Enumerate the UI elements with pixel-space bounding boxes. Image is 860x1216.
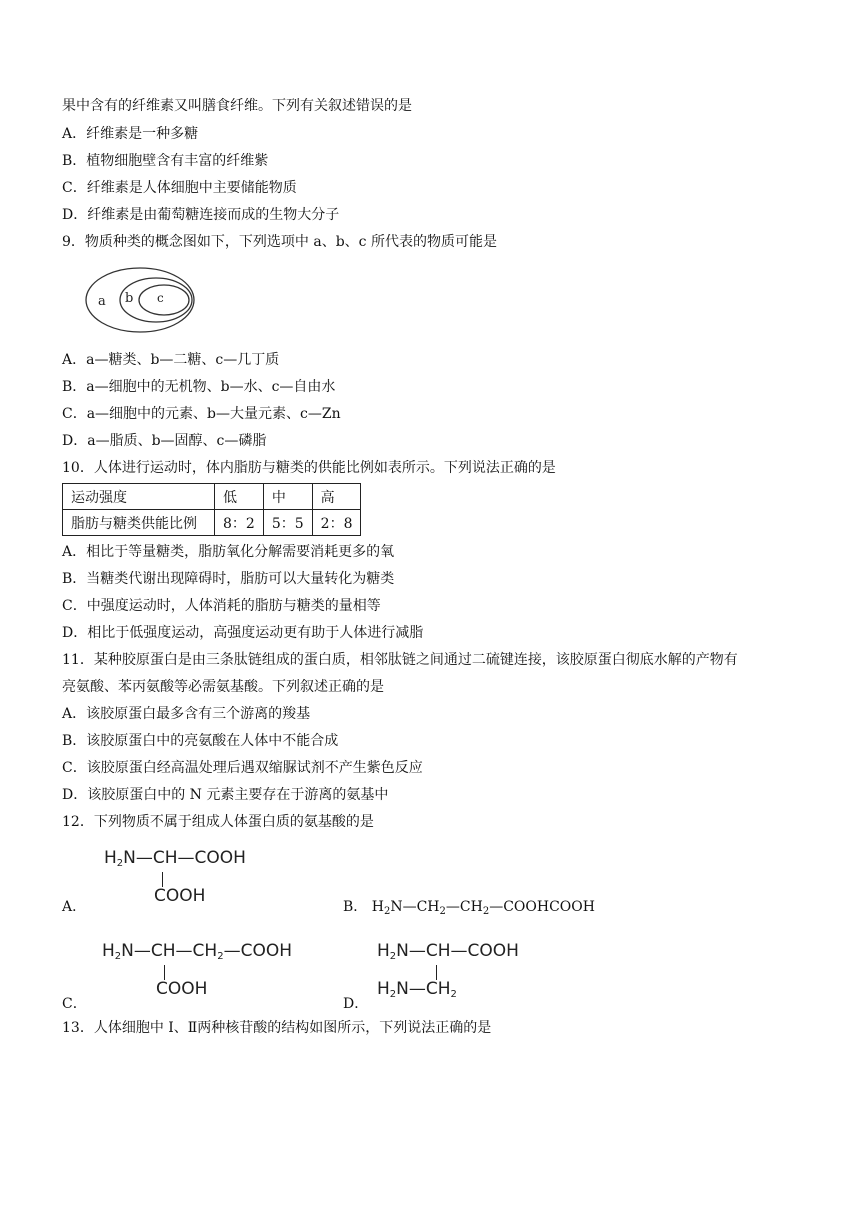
q12-label-d: D． [343,996,369,1012]
label-b: b [125,291,134,306]
table-cell: 脂肪与糖类供能比例 [63,510,215,536]
q8-option-a: A．纤维素是一种多糖 [62,126,199,142]
table-row [63,510,361,536]
q10-option-a: A．相比于等量糖类，脂肪氧化分解需要消耗更多的氧 [62,544,395,560]
q13-stem: 13．人体细胞中 I、Ⅱ两种核苷酸的结构如图所示，下列说法正确的是 [62,1020,492,1036]
q11-option-d: D．该胶原蛋白中的 N 元素主要存在于游离的氨基中 [62,787,389,803]
q9-option-a: A．a—糖类、b—二糖、c—几丁质 [62,352,280,368]
q11-option-c: C．该胶原蛋白经高温处理后遇双缩脲试剂不产生紫色反应 [62,760,423,776]
q9-option-c: C．a—细胞中的元素、b—大量元素、c—Zn [62,406,341,422]
q11-option-b: B．该胶原蛋白中的亮氨酸在人体中不能合成 [62,733,339,749]
formula-a-top: $H_2N—CH—COOH$ [104,848,246,869]
formula-d-bond [436,965,437,980]
formula-c-bond [164,965,165,980]
q12-stem: 12．下列物质不属于组成人体蛋白质的氨基酸的是 [62,814,374,830]
q11-stem-line2: 亮氨酸、苯丙氨酸等必需氨基酸。下列叙述正确的是 [62,679,384,695]
formula-a-bottom: COOH [154,886,206,906]
label-a: a [98,294,106,309]
table-cell: 中 [263,484,312,510]
q8-option-c: C．纤维素是人体细胞中主要储能物质 [62,180,297,196]
formula-d-top: $H_2N—CH—COOH$ [377,941,519,962]
table-cell: 运动强度 [63,484,215,510]
table-cell: 2：8 [312,510,361,536]
q12-label-a: A． [62,899,87,915]
formula-d-bottom: $H_2N—CH_2$ [377,979,457,1000]
formula-a-bond [162,872,163,887]
table-cell: 8：2 [215,510,264,536]
ellipse-c [139,285,189,315]
q10-option-d: D．相比于低强度运动，高强度运动更有助于人体进行减脂 [62,625,424,641]
table-cell: 高 [312,484,361,510]
label-c: c [157,291,164,305]
q12-label-c: C． [62,996,87,1012]
q10-stem: 10．人体进行运动时，体内脂肪与糖类的供能比例如表所示。下列说法正确的是 [62,460,556,476]
q11-stem-line1: 11．某种胶原蛋白是由三条肽链组成的蛋白质，相邻肽链之间通过二硫键连接，该胶原蛋白彻底水解的产物有 [62,652,738,668]
q10-option-c: C．中强度运动时，人体消耗的脂肪与糖类的量相等 [62,598,381,614]
table-row [63,484,361,510]
q10-option-b: B．当糖类代谢出现障碍时，脂肪可以大量转化为糖类 [62,571,395,587]
formula-a [104,848,274,908]
q8-option-b: B．植物细胞壁含有丰富的纤维紫 [62,153,269,169]
formula-c-top: $H_2N—CH—CH_2—COOH$ [102,941,292,962]
q11-option-a: A．该胶原蛋白最多含有三个游离的羧基 [62,706,311,722]
energy-ratio-table [62,483,361,536]
table-cell: 5：5 [263,510,312,536]
q8-option-d: D．纤维素是由葡萄糖连接而成的生物大分子 [62,207,340,223]
concept-diagram [84,266,198,336]
q9-stem: 9．物质种类的概念图如下，下列选项中 a、b、c 所代表的物质可能是 [62,234,497,250]
formula-c [102,941,322,1001]
q9-option-d: D．a—脂质、b—固醇、c—磷脂 [62,433,267,449]
q12-option-b: B． $H_2N—CH_2—CH_2—COOHCOOH$ [343,899,595,917]
formula-c-bottom: COOH [156,979,208,999]
q9-option-b: B．a—细胞中的无机物、b—水、c—自由水 [62,379,336,395]
q8-stem: 果中含有的纤维素又叫膳食纤维。下列有关叙述错误的是 [62,98,412,114]
formula-d [377,941,557,1001]
table-cell: 低 [215,484,264,510]
